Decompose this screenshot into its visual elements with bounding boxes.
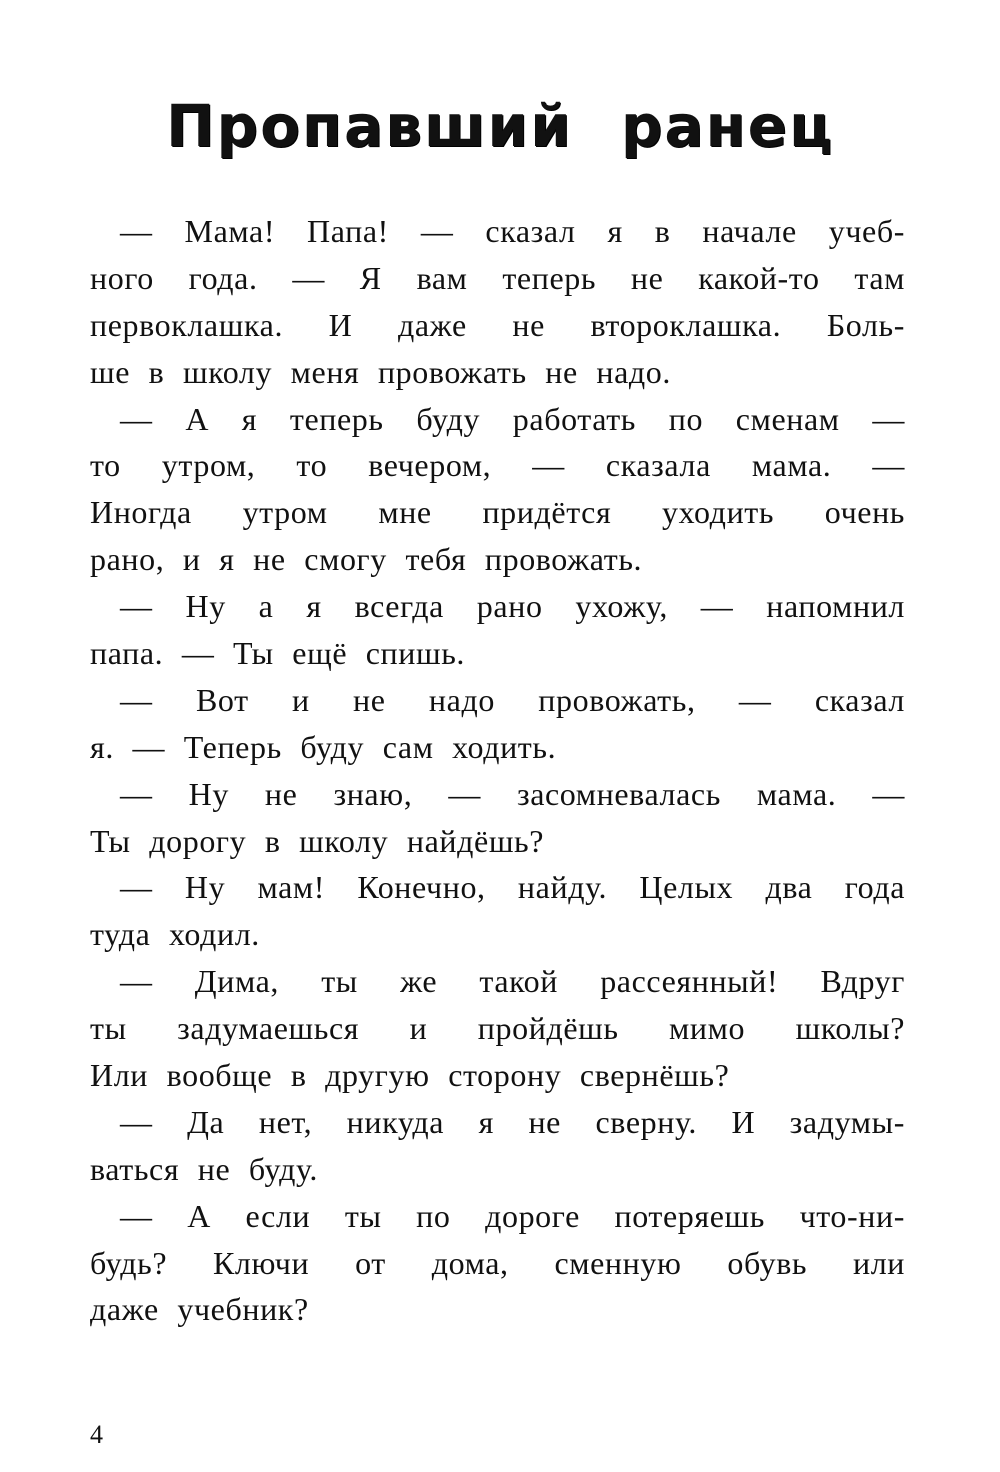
text-line: Или вообще в другую сторону свернёшь? (90, 1057, 730, 1094)
text-line: будь? Ключи от дома, сменную обувь или (90, 1244, 905, 1281)
chapter-title: Пропавший ранец (166, 92, 834, 160)
text-line: папа. — Ты ещё спишь. (90, 635, 466, 672)
text-line: — Да нет, никуда я не сверну. И задумы- (120, 1103, 905, 1140)
text-line: — Дима, ты же такой рассеянный! Вдруг (120, 963, 905, 1000)
text-line: туда ходил. (90, 916, 260, 953)
text-line: первоклашка. И даже не второклашка. Боль- (90, 306, 905, 343)
text-line: Ты дорогу в школу найдёшь? (90, 822, 545, 859)
text-line: — А я теперь буду работать по сменам — (120, 400, 905, 437)
story-text (90, 208, 905, 1333)
text-line: даже учебник? (90, 1291, 309, 1328)
text-line: — Ну мам! Конечно, найду. Целых два года (120, 869, 905, 906)
text-line: — Вот и не надо провожать, — сказал (120, 681, 905, 718)
text-line: то утром, то вечером, — сказала мама. — (90, 447, 905, 484)
text-line: я. — Теперь буду сам ходить. (90, 728, 557, 765)
text-line: ше в школу меня провожать не надо. (90, 353, 671, 390)
text-line: — Мама! Папа! — сказал я в начале учеб- (120, 213, 905, 249)
page-number: 4 (90, 1420, 103, 1449)
text-line: рано, и я не смогу тебя провожать. (90, 541, 643, 578)
text-line: ного года. — Я вам теперь не какой-то там (90, 259, 905, 296)
text-line: ты задумаешься и пройдёшь мимо школы? (90, 1010, 905, 1047)
text-line: Иногда утром мне придётся уходить очень (90, 494, 905, 531)
text-line: ваться не буду. (90, 1150, 319, 1187)
text-line: — Ну не знаю, — засомневалась мама. — (120, 775, 905, 812)
text-line: — А если ты по дороге потеряешь что-ни- (120, 1197, 905, 1234)
text-line: — Ну а я всегда рано ухожу, — напомнил (120, 588, 905, 625)
